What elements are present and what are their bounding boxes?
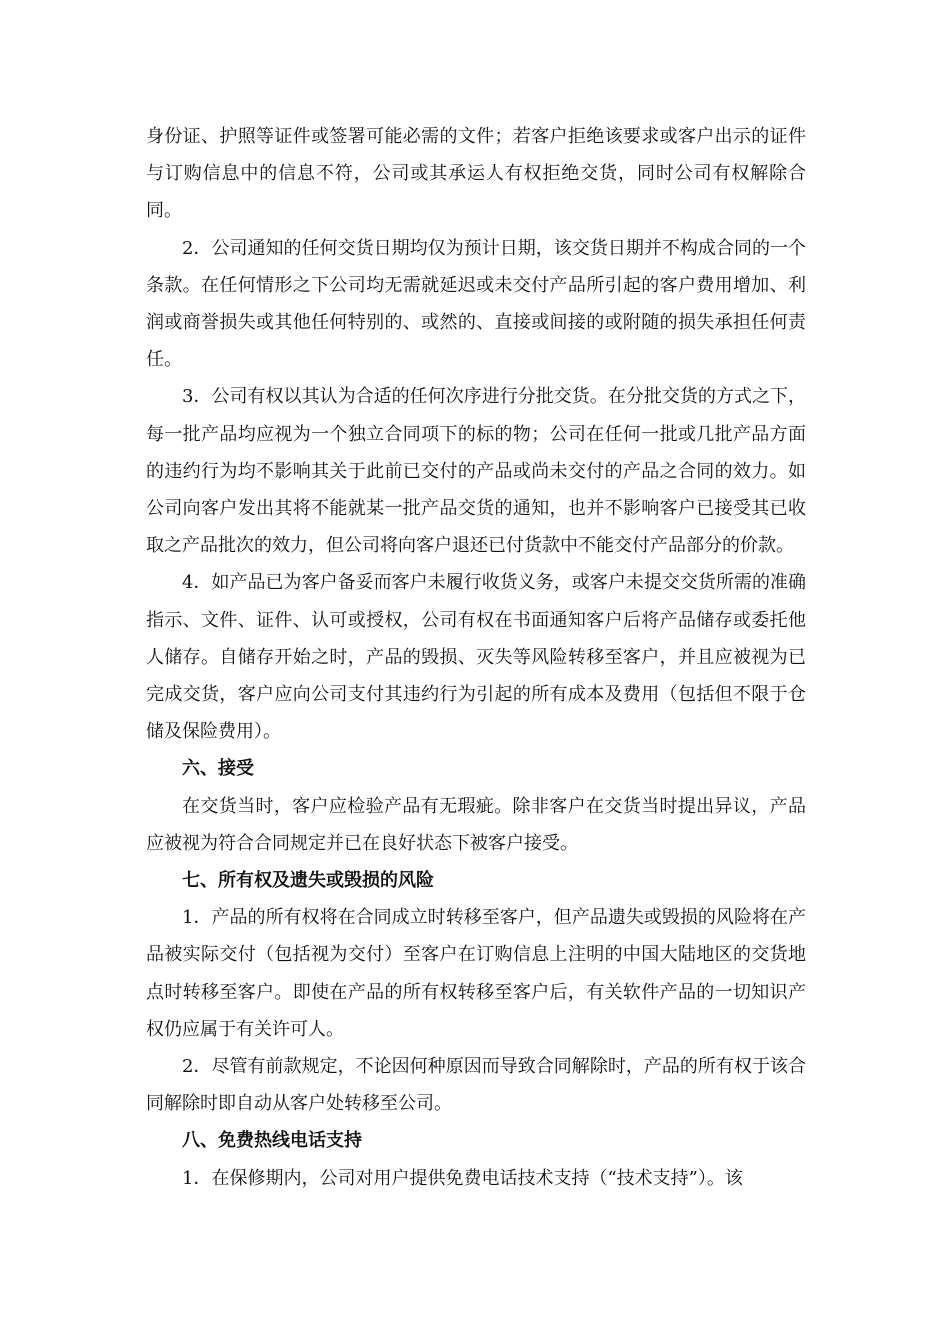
section-heading-hotline-support: 八、免费热线电话支持 <box>182 1130 362 1152</box>
paragraph-ownership-2: 2．尽管有前款规定，不论因何种原因而导致合同解除时，产品的所有权于该合同解除时即自动从客户处转移至公司。 <box>146 1056 806 1115</box>
paragraph-acceptance: 在交货当时，客户应检验产品有无瑕疵。除非客户在交货当时提出异议，产品应被视为符合合同规定并已在良好状态下被客户接受。 <box>146 795 806 854</box>
paragraph-clause-2: 2．公司通知的任何交货日期均仅为预计日期，该交货日期并不构成合同的一个条款。在任何情形之下公司均无需就延迟或未交付产品所引起的客户费用增加、利润或商誉损失或其他任何特别的、或然的、直接或间接的或附随的损失承担任何责任。 <box>146 237 806 371</box>
paragraph-ownership-1: 1．产品的所有权将在合同成立时转移至客户，但产品遗失或毁损的风险将在产品被实际交付（包括视为交付）至客户在订购信息上注明的中国大陆地区的交货地点时转移至客户。即使在产品的所有权转移至客户后，有关软件产品的一切知识产权仍应属于有关许可人。 <box>146 907 806 1040</box>
paragraph-continued: 身份证、护照等证件或签署可能必需的文件；若客户拒绝该要求或客户出示的证件与订购信息中的信息不符，公司或其承运人有权拒绝交货，同时公司有权解除合同。 <box>146 126 806 222</box>
paragraph-clause-4: 4．如产品已为客户备妥而客户未履行收货义务，或客户未提交交货所需的准确指示、文件、证件、认可或授权，公司有权在书面通知客户后将产品储存或委托他人储存。自储存开始之时，产品的毁损、灭失等风险转移至客户，并且应被视为已完成交货，客户应向公司支付其违约行为引起的所有成本及费用（包括但不限于仓储及保险费用）。 <box>146 572 806 743</box>
paragraph-clause-3: 3．公司有权以其认为合适的任何次序进行分批交货。在分批交货的方式之下，每一批产品均应视为一个独立合同项下的标的物；公司在任何一批或几批产品方面的违约行为均不影响其关于此前已交付的产品或尚未交付的产品之合同的效力。如公司向客户发出其将不能就某一批产品交货的通知，也并不影响客户已接受其已收取之产品批次的效力，但公司将向客户退还已付货款中不能交付产品部分的价款。 <box>146 386 806 557</box>
section-heading-ownership-risk: 七、所有权及遗失或毁损的风险 <box>182 870 434 892</box>
section-heading-acceptance: 六、接受 <box>182 758 254 780</box>
paragraph-hotline-1: 1．在保修期内，公司对用户提供免费电话技术支持（“技术支持”）。该 <box>182 1167 743 1189</box>
document-page <box>146 118 806 1197</box>
